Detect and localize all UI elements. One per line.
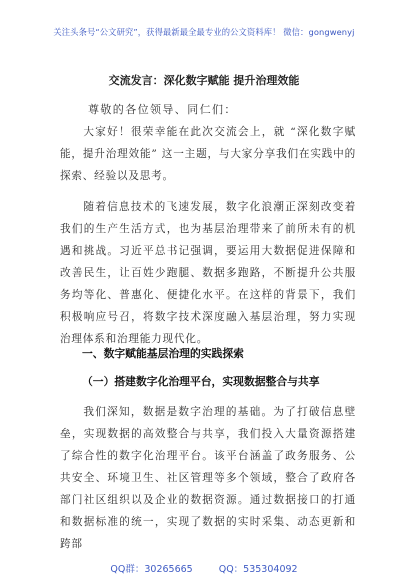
footer-contact (0, 561, 408, 575)
footer-qq-group: QQ群：30265665 (110, 564, 193, 575)
document-title: 交流发言：深化数字赋能 提升治理效能 (108, 74, 300, 87)
paragraph-platform: 我们深知，数据是数字治理的基础。为了打破信息壁垒，实现数据的高效整合与共享，我们投入大量资源搭建了综合性的数字化治理平台。该平台涵盖了政务服务、公共安全、环境卫生、社区管理等多个领域，整合了政府各部门社区组织以及企业的数据资源。通过数据接口的打通和数据标准的统一，实现了数据的实时采集、动态更新和跨部 (60, 406, 356, 550)
section-heading: 一、数字赋能基层治理的实践探索 (82, 347, 244, 360)
paragraph-intro: 大家好！很荣幸能在此次交流会上，就 “深化数字赋能，提升治理效能” 这一主题，与大家分享我们在实践中的探索、经验以及思考。 (60, 126, 356, 182)
footer-qq-number: QQ：535304092 (218, 564, 298, 575)
header-promo-note: 关注头条号“公文研究”，获得最新最全最专业的公文资料库！ 微信：gongwenyj (53, 27, 355, 37)
paragraph-background: 随着信息技术的飞速发展，数字化浪潮正深刻改变着我们的生产生活方式，也为基层治理带来了前所未有的机遇和挑战。习近平总书记强调，要运用大数据促进保障和改善民生，让百姓少跑腿、数据多跑路，不断提升公共服务均等化、普惠化、便捷化水平。在这样的背景下，我们积极响应号召，将数字技术深度融入基层治理，努力实现治理体系和治理能力现代化。 (60, 201, 356, 345)
subsection-heading: （一）搭建数字化治理平台，实现数据整合与共享 (82, 375, 320, 388)
salutation: 尊敬的各位领导、同仁们： (88, 103, 237, 116)
